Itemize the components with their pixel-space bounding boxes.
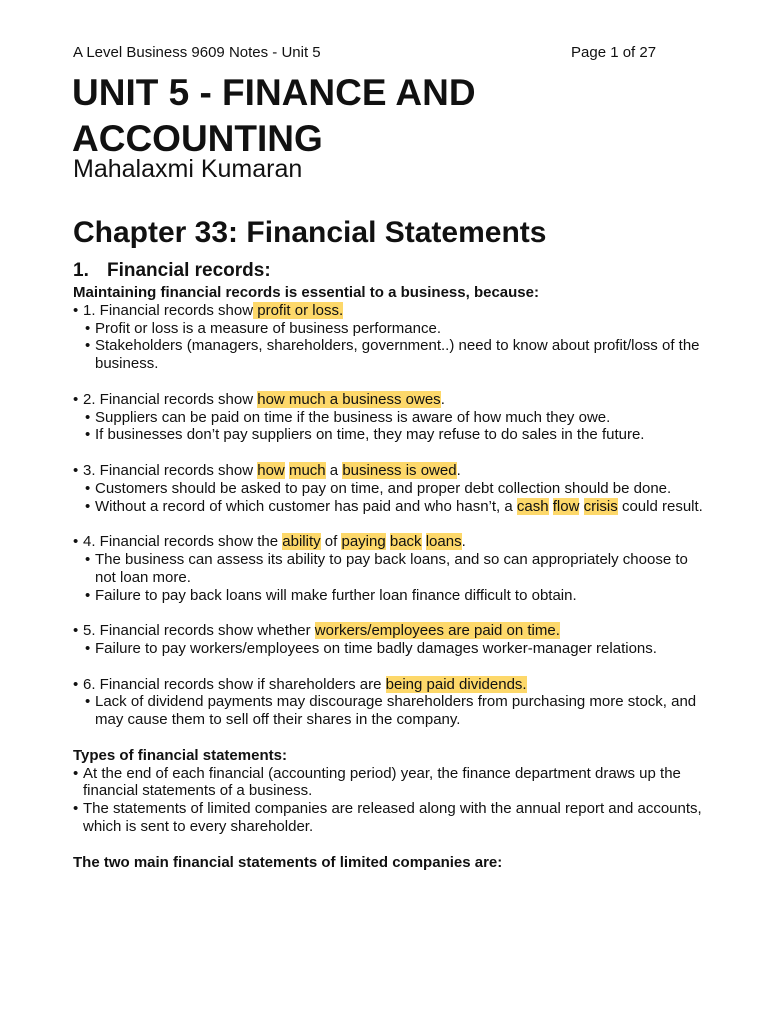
bullet: • [85,479,91,497]
chapter-title: Chapter 33: Financial Statements [73,216,547,249]
sub-list-item [73,587,703,605]
header-doc-title: A Level Business 9609 Notes - Unit 5 [73,44,321,61]
bullet: • [85,693,91,711]
bullet: • [85,639,91,657]
point-text: At the end of each financial (accounting period) year, the finance department draws up the financial statements of a business. [83,764,681,800]
sub-list-item [73,551,703,587]
sub-point-text-suffix: could result. [617,497,703,515]
sub-list-item [73,693,703,729]
sub-list-item [73,640,703,658]
highlighted-text: profit or loss. [253,301,344,319]
section-number: 1. [73,260,89,281]
sub-point-text: If businesses don’t pay suppliers on time, they may refuse to do sales in the future. [95,426,645,444]
sub-list-item [73,409,703,427]
bullet: • [73,675,79,693]
sub-list-item [73,320,703,338]
point-text: 5. Financial records show whether [83,622,315,640]
highlighted-text: cash [516,497,549,515]
section-intro: Maintaining financial records is essential to a business, because: [73,284,539,301]
highlighted-text: back [389,533,422,551]
sub-point-text: Failure to pay workers/employees on time badly damages worker-manager relations. [95,639,657,657]
point-text: of [320,533,342,551]
highlighted-text: how [257,461,285,479]
author-name: Mahalaxmi Kumaran [73,155,303,183]
bullet: • [85,550,91,568]
highlighted-text: much [288,461,326,479]
point-text: The statements of limited companies are released along with the annual report and accounts, which is sent to every shareholder. [83,800,702,835]
bullet: • [85,337,91,355]
highlighted-text: how much a business owes [257,390,441,408]
sub-point-text: Stakeholders (managers, shareholders, government..) need to know about profit/loss of the business. [95,337,700,373]
sub-point-text: Without a record of which customer has paid and who hasn’t, a [95,497,517,515]
point-text: 2. Financial records show [83,390,258,408]
highlighted-text: flow [552,497,580,515]
bullet: • [73,764,79,782]
point-text-suffix: . [440,390,445,408]
sub-list-item [73,426,703,444]
sub-point-text: Customers should be asked to pay on time, and proper debt collection should be done. [95,479,672,497]
section-title: Financial records: [107,260,271,281]
bullet: • [85,319,91,337]
list-item [73,533,703,551]
bullet: • [73,622,79,640]
subsection-title: The two main financial statements of limited companies are: [73,853,503,871]
point-text-suffix: . [456,461,461,479]
section-heading [73,258,703,284]
sub-point-text: Failure to pay back loans will make further loan finance difficult to obtain. [95,586,577,604]
subsection-title: Types of financial statements: [73,746,287,764]
point-text: 1. Financial records show [83,301,254,319]
bullet: • [85,586,91,604]
highlighted-text: workers/employees are paid on time. [314,622,560,640]
list-item [73,302,703,320]
list-item [73,765,703,801]
point-text: a [325,461,343,479]
sub-point-text: Profit or loss is a measure of business performance. [95,319,441,337]
point-text: 6. Financial records show if shareholders are [83,675,386,693]
unit-title: UNIT 5 - FINANCE AND ACCOUNTING [72,72,476,159]
sub-list-item [73,480,703,498]
highlighted-text: being paid dividends. [385,675,527,693]
highlighted-text: ability [282,533,321,551]
bullet: • [73,461,79,479]
bullet: • [85,426,91,444]
highlighted-text: business is owed [342,461,457,479]
sub-point-text: Lack of dividend payments may discourage shareholders from purchasing more stock, and may cause them to sell off their shares in the company. [95,693,697,729]
document-body [73,258,703,871]
point-text: 4. Financial records show the [83,533,283,551]
point-text: 3. Financial records show [83,461,258,479]
bullet: • [73,301,79,319]
list-item [73,800,703,836]
bullet: • [85,408,91,426]
bullet: • [73,800,79,818]
list-item [73,462,703,480]
bullet: • [73,390,79,408]
highlighted-text: paying [341,533,386,551]
sub-point-text: The business can assess its ability to pay back loans, and so can appropriately choose to not loan more. [95,550,688,586]
list-item [73,622,703,640]
point-text-suffix: . [461,533,466,551]
bullet: • [73,533,79,551]
highlighted-text: loans [425,533,462,551]
sub-list-item [73,337,703,373]
sub-list-item [73,498,703,516]
bullet: • [85,497,91,515]
highlighted-text: crisis [583,497,618,515]
list-item [73,676,703,694]
header-page-number: Page 1 of 27 [571,44,657,61]
sub-point-text: Suppliers can be paid on time if the business is aware of how much they owe. [95,408,611,426]
list-item [73,391,703,409]
